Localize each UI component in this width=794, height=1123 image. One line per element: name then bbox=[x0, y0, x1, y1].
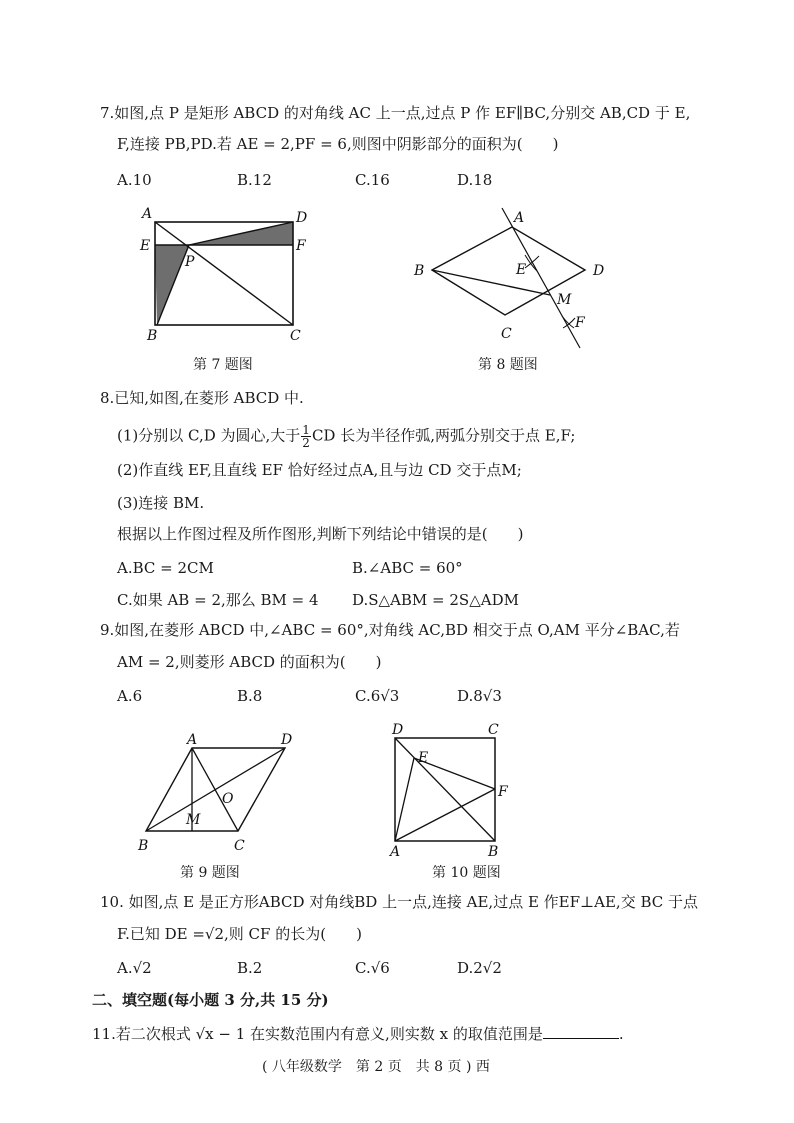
label-m: M bbox=[557, 292, 572, 308]
q9-option-b: B.8 bbox=[237, 687, 263, 705]
label-d: D bbox=[281, 732, 293, 748]
label-f: F bbox=[498, 784, 508, 800]
label-b: B bbox=[138, 838, 149, 854]
label-c: C bbox=[234, 838, 245, 854]
segment-af bbox=[395, 789, 495, 841]
answer-blank[interactable] bbox=[543, 1024, 619, 1039]
figure-9-caption: 第 9 题图 bbox=[180, 865, 240, 881]
q8-step-3: (3)连接 BM. bbox=[117, 494, 205, 512]
q7-option-a: A.10 bbox=[117, 171, 152, 189]
label-e: E bbox=[516, 262, 527, 278]
label-f: F bbox=[575, 315, 585, 331]
label-b: B bbox=[414, 263, 425, 279]
figure-10 bbox=[385, 718, 525, 863]
label-m: M bbox=[186, 812, 201, 828]
figure-10-caption: 第 10 题图 bbox=[432, 865, 501, 881]
q9-option-c: C.6√3 bbox=[355, 687, 400, 705]
label-a: A bbox=[187, 732, 198, 748]
label-d: D bbox=[593, 263, 605, 279]
diagonal-bd bbox=[146, 748, 285, 831]
q10-stem-line2: F.已知 DE =√2,则 CF 的长为( ) bbox=[117, 925, 362, 943]
q7-stem-line1: 7.如图,点 P 是矩形 ABCD 的对角线 AC 上一点,过点 P 作 EF∥BC,分别交 AB,CD 于 E, bbox=[100, 104, 691, 122]
page-footer: ( 八年级数学 第 2 页 共 8 页 ) 西 bbox=[262, 1059, 490, 1075]
q8-option-c: C.如果 AB = 2,那么 BM = 4 bbox=[117, 591, 319, 609]
q9-option-a: A.6 bbox=[117, 687, 143, 705]
figure-7 bbox=[130, 200, 330, 350]
segment-bm bbox=[432, 270, 550, 295]
fraction-one-half bbox=[301, 424, 311, 449]
q10-option-c: C.√6 bbox=[355, 959, 390, 977]
q8-option-d: D.S△ABM = 2S△ADM bbox=[352, 591, 519, 609]
label-c: C bbox=[501, 326, 512, 342]
label-c: C bbox=[488, 722, 499, 738]
q8-option-b: B.∠ABC = 60° bbox=[352, 559, 463, 577]
q10-option-b: B.2 bbox=[237, 959, 263, 977]
fraction-numerator: 1 bbox=[302, 423, 310, 437]
q7-option-d: D.18 bbox=[457, 171, 493, 189]
diagonal-bd bbox=[395, 738, 495, 841]
label-d: D bbox=[392, 722, 404, 738]
q9-stem-line2: AM = 2,则菱形 ABCD 的面积为( ) bbox=[117, 653, 382, 671]
figure-7-caption: 第 7 题图 bbox=[193, 357, 253, 373]
q10-stem-line1: 10. 如图,点 E 是正方形ABCD 对角线BD 上一点,连接 AE,过点 E 作EF⊥AE,交 BC 于点 bbox=[100, 893, 699, 911]
label-e: E bbox=[140, 238, 151, 254]
segment-ae bbox=[395, 758, 414, 841]
label-c: C bbox=[290, 328, 301, 344]
q8-option-a: A.BC = 2CM bbox=[117, 559, 214, 577]
label-f: F bbox=[296, 238, 306, 254]
q11-stem bbox=[92, 1024, 624, 1044]
q8-step-1-pre: (1)分别以 C,D 为圆心,大于 bbox=[117, 426, 301, 445]
label-o: O bbox=[222, 791, 234, 807]
q8-step-1 bbox=[117, 424, 575, 449]
q9-option-d: D.8√3 bbox=[457, 687, 502, 705]
q7-option-b: B.12 bbox=[237, 171, 272, 189]
q7-stem-line2: F,连接 PB,PD.若 AE = 2,PF = 6,则图中阴影部分的面积为( ) bbox=[117, 135, 559, 153]
figure-8-caption: 第 8 题图 bbox=[478, 357, 538, 373]
q10-option-d: D.2√2 bbox=[457, 959, 502, 977]
q9-stem-line1: 9.如图,在菱形 ABCD 中,∠ABC = 60°,对角线 AC,BD 相交于点 O,AM 平分∠BAC,若 bbox=[100, 621, 680, 639]
label-e: E bbox=[418, 750, 429, 766]
q8-stem: 8.已知,如图,在菱形 ABCD 中. bbox=[100, 389, 304, 407]
q8-question: 根据以上作图过程及所作图形,判断下列结论中错误的是( ) bbox=[117, 525, 524, 543]
label-a: A bbox=[390, 844, 401, 860]
label-a: A bbox=[142, 206, 153, 222]
section-2-heading: 二、填空题(每小题 3 分,共 15 分) bbox=[92, 991, 329, 1009]
figure-8 bbox=[405, 200, 625, 360]
label-a: A bbox=[514, 210, 525, 226]
label-b: B bbox=[488, 844, 499, 860]
label-p: P bbox=[185, 254, 195, 270]
q8-step-1-post: CD 长为半径作弧,两弧分别交于点 E,F; bbox=[311, 426, 576, 445]
figure-9 bbox=[130, 728, 310, 858]
label-d: D bbox=[296, 210, 308, 226]
q11-text: 11.若二次根式 √x − 1 在实数范围内有意义,则实数 x 的取值范围是 bbox=[92, 1025, 543, 1043]
q7-option-c: C.16 bbox=[355, 171, 390, 189]
fraction-denominator: 2 bbox=[302, 436, 310, 450]
q10-option-a: A.√2 bbox=[117, 959, 152, 977]
label-b: B bbox=[147, 328, 158, 344]
line-ef bbox=[502, 208, 580, 348]
q8-step-2: (2)作直线 EF,且直线 EF 恰好经过点A,且与边 CD 交于点M; bbox=[117, 461, 522, 479]
q11-end: . bbox=[618, 1025, 624, 1043]
